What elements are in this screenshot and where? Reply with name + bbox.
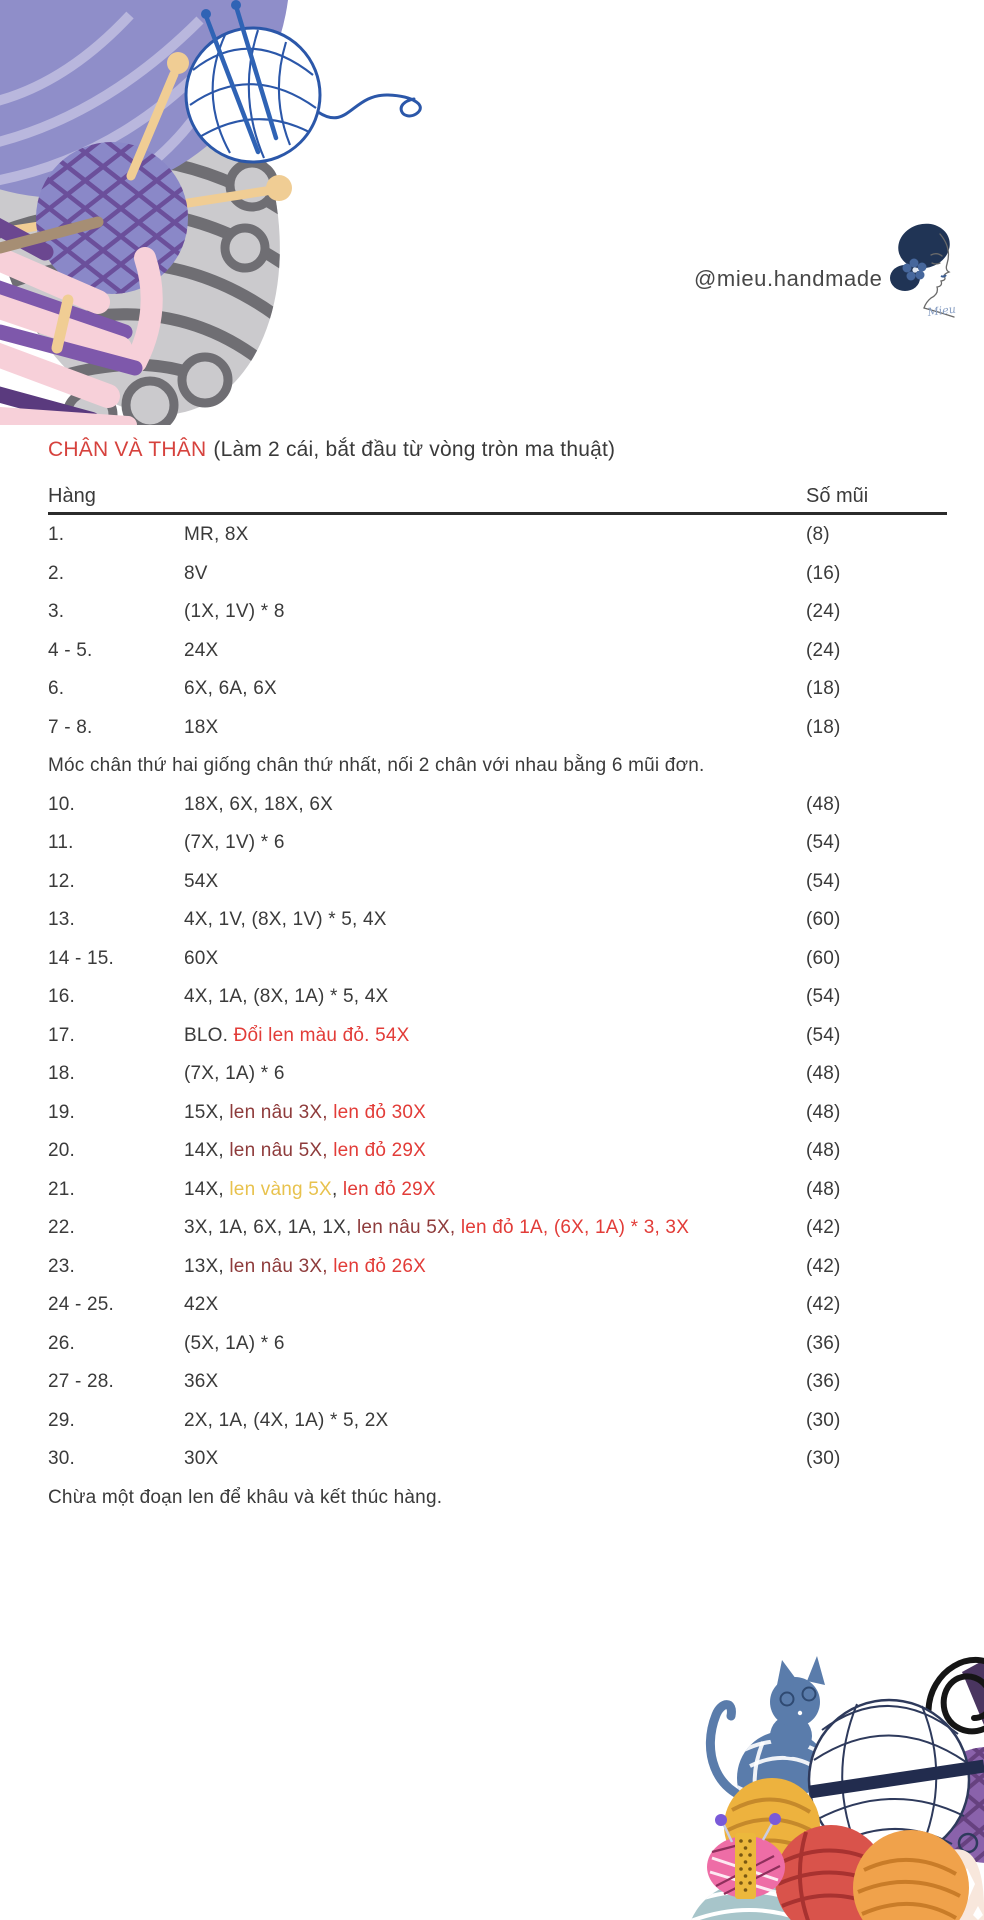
table-row — [48, 632, 947, 671]
row-stitch-count: (24) — [806, 639, 841, 661]
instagram-handle: @mieu.handmade — [694, 266, 883, 291]
row-label: 7 - 8. — [48, 716, 93, 738]
row-label: 21. — [48, 1178, 76, 1200]
woman-portrait-logo — [884, 220, 964, 320]
table-row — [48, 670, 947, 709]
row-instruction: 4X, 1V, (8X, 1V) * 5, 4X — [184, 909, 387, 930]
row-label: 6. — [48, 678, 65, 699]
row-stitch-count: (8) — [806, 524, 830, 545]
table-row — [48, 786, 947, 825]
row-instruction: (1X, 1V) * 8 — [184, 601, 285, 622]
row-label: 27 - 28. — [48, 1371, 115, 1392]
row-label: 13. — [48, 909, 76, 930]
table-row — [48, 593, 947, 632]
row-instruction: 3X, 1A, 6X, 1A, 1X, len nâu 5X, len đỏ 1A, (6X, 1A) * 3, 3X — [184, 1217, 690, 1238]
table-row — [48, 1286, 947, 1325]
row-instruction: (7X, 1A) * 6 — [184, 1063, 285, 1084]
row-instruction: BLO. Đổi len màu đỏ. 54X — [184, 1024, 410, 1046]
table-row — [48, 940, 947, 979]
row-instruction: 14X, len nâu 5X, len đỏ 29X — [184, 1140, 427, 1161]
row-label: 19. — [48, 1101, 76, 1123]
row-label: 2. — [48, 562, 65, 584]
row-instruction: 2X, 1A, (4X, 1A) * 5, 2X — [184, 1409, 389, 1431]
table-row — [48, 1132, 947, 1171]
row-stitch-count: (54) — [806, 1024, 841, 1046]
row-instruction: 18X, 6X, 18X, 6X — [184, 793, 333, 815]
column-header-so-mui: Số mũi — [806, 485, 869, 507]
row-label: 14 - 15. — [48, 947, 115, 969]
table-row — [48, 555, 947, 594]
section-title — [48, 438, 615, 462]
table-row — [48, 1055, 947, 1094]
row-stitch-count: (48) — [806, 1140, 841, 1161]
column-header-hang: Hàng — [48, 485, 96, 507]
row-label: 10. — [48, 793, 76, 815]
row-instruction: MR, 8X — [184, 524, 249, 545]
table-row — [48, 1094, 947, 1133]
row-instruction: (7X, 1V) * 6 — [184, 832, 285, 853]
table-note: Chừa một đoạn len để khâu và kết thúc hàng. — [48, 1486, 443, 1508]
row-stitch-count: (42) — [806, 1255, 841, 1277]
yarn-balls-illustration — [0, 0, 460, 425]
row-label: 1. — [48, 524, 65, 545]
row-instruction: 6X, 6A, 6X — [184, 678, 277, 699]
table-row — [48, 709, 947, 748]
table-row — [48, 863, 947, 902]
table-row — [48, 1325, 947, 1364]
row-label: 18. — [48, 1063, 76, 1084]
table-row — [48, 1248, 947, 1287]
row-label: 29. — [48, 1409, 76, 1431]
row-instruction: 13X, len nâu 3X, len đỏ 26X — [184, 1255, 427, 1277]
table-row — [48, 978, 947, 1017]
row-stitch-count: (36) — [806, 1371, 841, 1392]
row-instruction: 18X — [184, 716, 219, 738]
row-label: 3. — [48, 601, 65, 622]
section-title-note: (Làm 2 cái, bắt đầu từ vòng tròn ma thuật) — [213, 438, 616, 461]
row-stitch-count: (54) — [806, 832, 841, 853]
table-row — [48, 1440, 947, 1479]
row-instruction: 42X — [184, 1294, 219, 1315]
row-stitch-count: (48) — [806, 1063, 841, 1084]
row-label: 12. — [48, 870, 76, 892]
row-instruction: (5X, 1A) * 6 — [184, 1332, 285, 1354]
section-title-highlight: CHÂN VÀ THÂN — [48, 438, 207, 461]
row-stitch-count: (48) — [806, 1178, 841, 1200]
row-label: 17. — [48, 1024, 76, 1046]
row-stitch-count: (42) — [806, 1294, 841, 1315]
row-instruction: 14X, len vàng 5X, len đỏ 29X — [184, 1178, 436, 1200]
row-label: 4 - 5. — [48, 639, 93, 661]
table-row — [48, 1171, 947, 1210]
table-row — [48, 901, 947, 940]
row-stitch-count: (30) — [806, 1409, 841, 1431]
row-label: 26. — [48, 1332, 76, 1354]
row-stitch-count: (18) — [806, 716, 841, 738]
row-stitch-count: (54) — [806, 986, 841, 1007]
cat-yarn-illustration — [554, 1630, 984, 1920]
row-stitch-count: (48) — [806, 1101, 841, 1123]
row-instruction: 36X — [184, 1371, 219, 1392]
row-stitch-count: (42) — [806, 1217, 841, 1238]
row-instruction: 15X, len nâu 3X, len đỏ 30X — [184, 1101, 427, 1123]
table-row — [48, 1209, 947, 1248]
row-stitch-count: (48) — [806, 793, 841, 815]
row-label: 22. — [48, 1217, 76, 1238]
row-stitch-count: (60) — [806, 909, 841, 930]
pattern-table-rows — [48, 516, 947, 1517]
header-divider — [48, 512, 947, 515]
table-row — [48, 516, 947, 555]
row-label: 30. — [48, 1448, 76, 1469]
row-stitch-count: (16) — [806, 562, 841, 584]
row-stitch-count: (36) — [806, 1332, 841, 1354]
row-label: 23. — [48, 1255, 76, 1277]
row-instruction: 24X — [184, 639, 219, 661]
table-row — [48, 824, 947, 863]
table-note: Móc chân thứ hai giống chân thứ nhất, nối 2 chân với nhau bằng 6 mũi đơn. — [48, 755, 705, 776]
row-stitch-count: (18) — [806, 678, 841, 699]
table-row — [48, 1017, 947, 1056]
row-instruction: 54X — [184, 870, 219, 892]
row-label: 24 - 25. — [48, 1294, 115, 1315]
row-instruction: 8V — [184, 562, 208, 584]
row-instruction: 30X — [184, 1448, 219, 1469]
row-instruction: 60X — [184, 947, 219, 969]
row-label: 16. — [48, 986, 76, 1007]
row-label: 20. — [48, 1140, 76, 1161]
row-stitch-count: (30) — [806, 1448, 841, 1469]
row-stitch-count: (24) — [806, 601, 841, 622]
row-stitch-count: (60) — [806, 947, 841, 969]
signature-text: Mieu — [926, 302, 957, 319]
table-row — [48, 1363, 947, 1402]
table-row — [48, 1402, 947, 1441]
row-stitch-count: (54) — [806, 870, 841, 892]
row-instruction: 4X, 1A, (8X, 1A) * 5, 4X — [184, 986, 389, 1007]
row-label: 11. — [48, 832, 74, 853]
